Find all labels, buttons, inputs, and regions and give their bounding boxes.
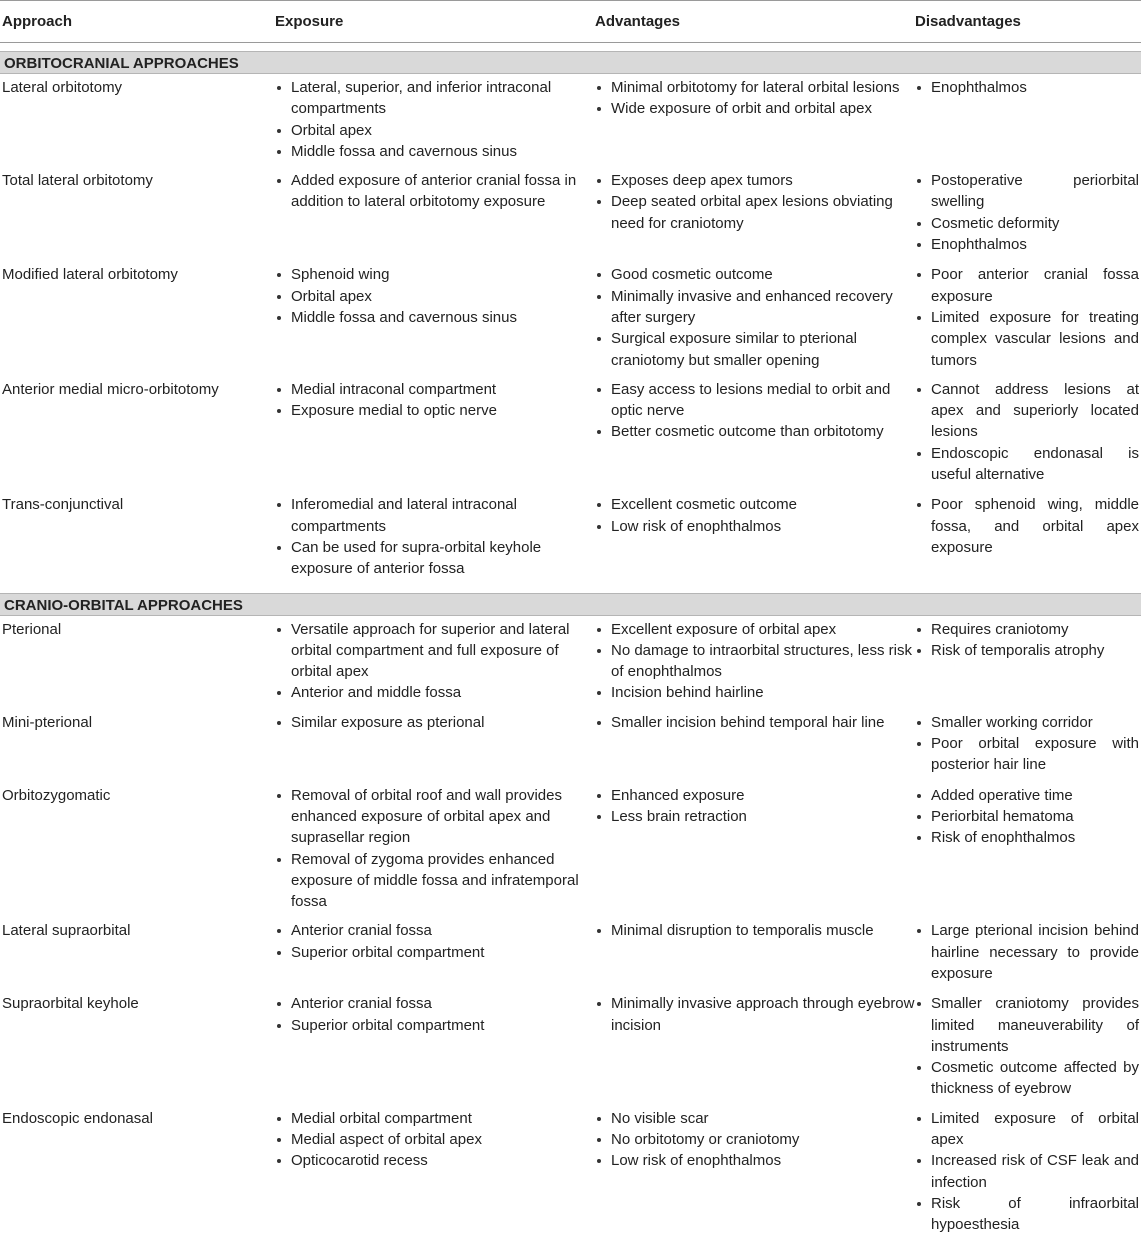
list-item: Excellent cosmetic outcome bbox=[595, 494, 915, 515]
advantages-cell bbox=[595, 1105, 915, 1236]
exposure-cell bbox=[275, 167, 595, 255]
table-row bbox=[0, 491, 1141, 584]
list-item: Postoperative periorbital swelling bbox=[915, 170, 1139, 213]
disadvantages-list bbox=[915, 170, 1139, 255]
table-row bbox=[0, 167, 1141, 261]
approach-cell: Lateral orbitotomy bbox=[2, 79, 123, 96]
disadvantages-list bbox=[915, 1108, 1139, 1236]
exposure-list bbox=[275, 712, 595, 733]
advantages-list bbox=[595, 264, 915, 370]
list-item: Smaller working corridor bbox=[915, 712, 1139, 733]
list-item: Smaller craniotomy provides limited maneuverability of instruments bbox=[915, 993, 1139, 1057]
exposure-cell bbox=[275, 74, 595, 162]
list-item: Orbital apex bbox=[275, 120, 595, 141]
exposure-list bbox=[275, 494, 595, 579]
disadvantages-cell bbox=[915, 782, 1141, 913]
table-row bbox=[0, 376, 1141, 491]
table-row bbox=[0, 709, 1141, 782]
advantages-cell bbox=[595, 74, 915, 162]
advantages-list bbox=[595, 494, 915, 537]
list-item: Enophthalmos bbox=[915, 77, 1139, 98]
list-item: Less brain retraction bbox=[595, 806, 915, 827]
list-item: Limited exposure for treating complex vascular lesions and tumors bbox=[915, 307, 1139, 371]
list-item: No orbitotomy or craniotomy bbox=[595, 1129, 915, 1150]
disadvantages-list bbox=[915, 993, 1139, 1099]
list-item: Cosmetic outcome affected by thickness of eyebrow bbox=[915, 1057, 1139, 1100]
disadvantages-cell bbox=[915, 616, 1141, 704]
list-item: No visible scar bbox=[595, 1108, 915, 1129]
list-item: Anterior and middle fossa bbox=[275, 682, 595, 703]
advantages-cell bbox=[595, 917, 915, 984]
exposure-cell bbox=[275, 616, 595, 704]
disadvantages-cell bbox=[915, 491, 1141, 579]
advantages-cell bbox=[595, 709, 915, 776]
list-item: Risk of infraorbital hypoesthesia bbox=[915, 1193, 1139, 1236]
list-item: Minimally invasive approach through eyebrow incision bbox=[595, 993, 915, 1036]
disadvantages-list bbox=[915, 77, 1139, 98]
disadvantages-list bbox=[915, 785, 1139, 849]
list-item: Periorbital hematoma bbox=[915, 806, 1139, 827]
list-item: Medial intraconal compartment bbox=[275, 379, 595, 400]
list-item: Easy access to lesions medial to orbit and optic nerve bbox=[595, 379, 915, 422]
list-item: Superior orbital compartment bbox=[275, 942, 595, 963]
list-item: Low risk of enophthalmos bbox=[595, 516, 915, 537]
list-item: Smaller incision behind temporal hair line bbox=[595, 712, 915, 733]
exposure-cell bbox=[275, 709, 595, 776]
approach-cell: Modified lateral orbitotomy bbox=[2, 266, 178, 284]
list-item: Cosmetic deformity bbox=[915, 213, 1139, 234]
list-item: Removal of zygoma provides enhanced exposure of middle fossa and infratemporal fossa bbox=[275, 849, 595, 913]
advantages-cell bbox=[595, 616, 915, 704]
table-body bbox=[0, 51, 1141, 1240]
list-item: Lateral, superior, and inferior intraconal compartments bbox=[275, 77, 595, 120]
list-item: Versatile approach for superior and lateral orbital compartment and full exposure of orbital apex bbox=[275, 619, 595, 683]
approach-cell: Trans-conjunctival bbox=[2, 496, 124, 514]
advantages-list bbox=[595, 379, 915, 443]
list-item: Limited exposure of orbital apex bbox=[915, 1108, 1139, 1151]
approach-cell: Pterional bbox=[2, 620, 62, 638]
disadvantages-cell bbox=[915, 74, 1141, 162]
list-item: Anterior cranial fossa bbox=[275, 993, 595, 1014]
list-item: Opticocarotid recess bbox=[275, 1150, 595, 1171]
advantages-list bbox=[595, 712, 915, 733]
list-item: Added operative time bbox=[915, 785, 1139, 806]
advantages-list bbox=[595, 619, 915, 704]
list-item: Wide exposure of orbit and orbital apex bbox=[595, 98, 915, 119]
advantages-list bbox=[595, 993, 915, 1036]
list-item: Middle fossa and cavernous sinus bbox=[275, 141, 595, 162]
approach-cell: Total lateral orbitotomy bbox=[2, 172, 153, 190]
list-item: Exposes deep apex tumors bbox=[595, 170, 915, 191]
header-exposure: Exposure bbox=[275, 13, 344, 30]
exposure-list bbox=[275, 619, 595, 704]
exposure-cell bbox=[275, 1105, 595, 1236]
table-row bbox=[0, 1105, 1141, 1240]
list-item: Sphenoid wing bbox=[275, 264, 595, 285]
approach-cell: Endoscopic endonasal bbox=[2, 1109, 153, 1127]
disadvantages-cell bbox=[915, 167, 1141, 255]
header-advantages: Advantages bbox=[595, 13, 681, 30]
exposure-list bbox=[275, 264, 595, 328]
list-item: Enophthalmos bbox=[915, 234, 1139, 255]
list-item: Orbital apex bbox=[275, 286, 595, 307]
list-item: Better cosmetic outcome than orbitotomy bbox=[595, 421, 915, 442]
table-row bbox=[0, 616, 1141, 709]
disadvantages-list bbox=[915, 494, 1139, 558]
approach-cell: Lateral supraorbital bbox=[2, 922, 131, 940]
approach-cell: Supraorbital keyhole bbox=[2, 995, 139, 1013]
table-header bbox=[0, 0, 1141, 43]
disadvantages-cell bbox=[915, 990, 1141, 1099]
advantages-cell bbox=[595, 782, 915, 913]
list-item: Surgical exposure similar to pterional craniotomy but smaller opening bbox=[595, 328, 915, 371]
exposure-list bbox=[275, 920, 595, 963]
list-item: Minimal disruption to temporalis muscle bbox=[595, 920, 915, 941]
list-item: Risk of temporalis atrophy bbox=[915, 640, 1139, 661]
section-header: ORBITOCRANIAL APPROACHES bbox=[0, 51, 1141, 74]
list-item: Medial aspect of orbital apex bbox=[275, 1129, 595, 1150]
disadvantages-list bbox=[915, 920, 1139, 984]
disadvantages-cell bbox=[915, 917, 1141, 984]
list-item: Enhanced exposure bbox=[595, 785, 915, 806]
exposure-cell bbox=[275, 782, 595, 913]
disadvantages-list bbox=[915, 379, 1139, 485]
advantages-cell bbox=[595, 261, 915, 370]
list-item: Endoscopic endonasal is useful alternative bbox=[915, 443, 1139, 486]
advantages-list bbox=[595, 77, 915, 120]
exposure-list bbox=[275, 1108, 595, 1172]
list-item: Minimally invasive and enhanced recovery after surgery bbox=[595, 286, 915, 329]
header-disadvantages: Disadvantages bbox=[915, 13, 1021, 30]
disadvantages-cell bbox=[915, 376, 1141, 485]
disadvantages-list bbox=[915, 264, 1139, 370]
exposure-list bbox=[275, 993, 595, 1036]
list-item: Cannot address lesions at apex and superiorly located lesions bbox=[915, 379, 1139, 443]
exposure-list bbox=[275, 170, 595, 213]
disadvantages-cell bbox=[915, 1105, 1141, 1236]
table-row bbox=[0, 917, 1141, 990]
list-item: Low risk of enophthalmos bbox=[595, 1150, 915, 1171]
approach-cell: Orbitozygomatic bbox=[2, 786, 111, 804]
list-item: No damage to intraorbital structures, less risk of enophthalmos bbox=[595, 640, 915, 683]
table-row bbox=[0, 990, 1141, 1104]
list-item: Exposure medial to optic nerve bbox=[275, 400, 595, 421]
exposure-list bbox=[275, 785, 595, 913]
table-row bbox=[0, 74, 1141, 167]
exposure-list bbox=[275, 379, 595, 422]
advantages-cell bbox=[595, 491, 915, 579]
list-item: Large pterional incision behind hairline necessary to provide exposure bbox=[915, 920, 1139, 984]
list-item: Poor orbital exposure with posterior hair line bbox=[915, 733, 1139, 776]
list-item: Can be used for supra-orbital keyhole exposure of anterior fossa bbox=[275, 537, 595, 580]
exposure-cell bbox=[275, 376, 595, 485]
advantages-cell bbox=[595, 167, 915, 255]
list-item: Deep seated orbital apex lesions obviating need for craniotomy bbox=[595, 191, 915, 234]
approach-cell: Mini-pterional bbox=[2, 713, 93, 731]
disadvantages-cell bbox=[915, 261, 1141, 370]
list-item: Incision behind hairline bbox=[595, 682, 915, 703]
list-item: Poor sphenoid wing, middle fossa, and orbital apex exposure bbox=[915, 494, 1139, 558]
list-item: Good cosmetic outcome bbox=[595, 264, 915, 285]
exposure-cell bbox=[275, 917, 595, 984]
advantages-list bbox=[595, 920, 915, 941]
list-item: Risk of enophthalmos bbox=[915, 827, 1139, 848]
list-item: Requires craniotomy bbox=[915, 619, 1139, 640]
approach-cell: Anterior medial micro-orbitotomy bbox=[2, 380, 219, 398]
list-item: Inferomedial and lateral intraconal compartments bbox=[275, 494, 595, 537]
list-item: Middle fossa and cavernous sinus bbox=[275, 307, 595, 328]
list-item: Medial orbital compartment bbox=[275, 1108, 595, 1129]
advantages-list bbox=[595, 170, 915, 234]
list-item: Similar exposure as pterional bbox=[275, 712, 595, 733]
exposure-list bbox=[275, 77, 595, 162]
header-approach: Approach bbox=[2, 13, 73, 30]
exposure-cell bbox=[275, 261, 595, 370]
advantages-cell bbox=[595, 376, 915, 485]
list-item: Minimal orbitotomy for lateral orbital lesions bbox=[595, 77, 915, 98]
list-item: Removal of orbital roof and wall provides enhanced exposure of orbital apex and suprasellar region bbox=[275, 785, 595, 849]
disadvantages-list bbox=[915, 712, 1139, 776]
advantages-list bbox=[595, 785, 915, 828]
disadvantages-list bbox=[915, 619, 1139, 662]
list-item: Increased risk of CSF leak and infection bbox=[915, 1150, 1139, 1193]
exposure-cell bbox=[275, 491, 595, 579]
list-item: Poor anterior cranial fossa exposure bbox=[915, 264, 1139, 307]
section-header: CRANIO-ORBITAL APPROACHES bbox=[0, 593, 1141, 616]
list-item: Excellent exposure of orbital apex bbox=[595, 619, 915, 640]
list-item: Superior orbital compartment bbox=[275, 1015, 595, 1036]
exposure-cell bbox=[275, 990, 595, 1099]
disadvantages-cell bbox=[915, 709, 1141, 776]
table-row bbox=[0, 261, 1141, 375]
advantages-list bbox=[595, 1108, 915, 1172]
list-item: Added exposure of anterior cranial fossa in addition to lateral orbitotomy exposure bbox=[275, 170, 595, 213]
list-item: Anterior cranial fossa bbox=[275, 920, 595, 941]
table-row bbox=[0, 782, 1141, 918]
advantages-cell bbox=[595, 990, 915, 1099]
